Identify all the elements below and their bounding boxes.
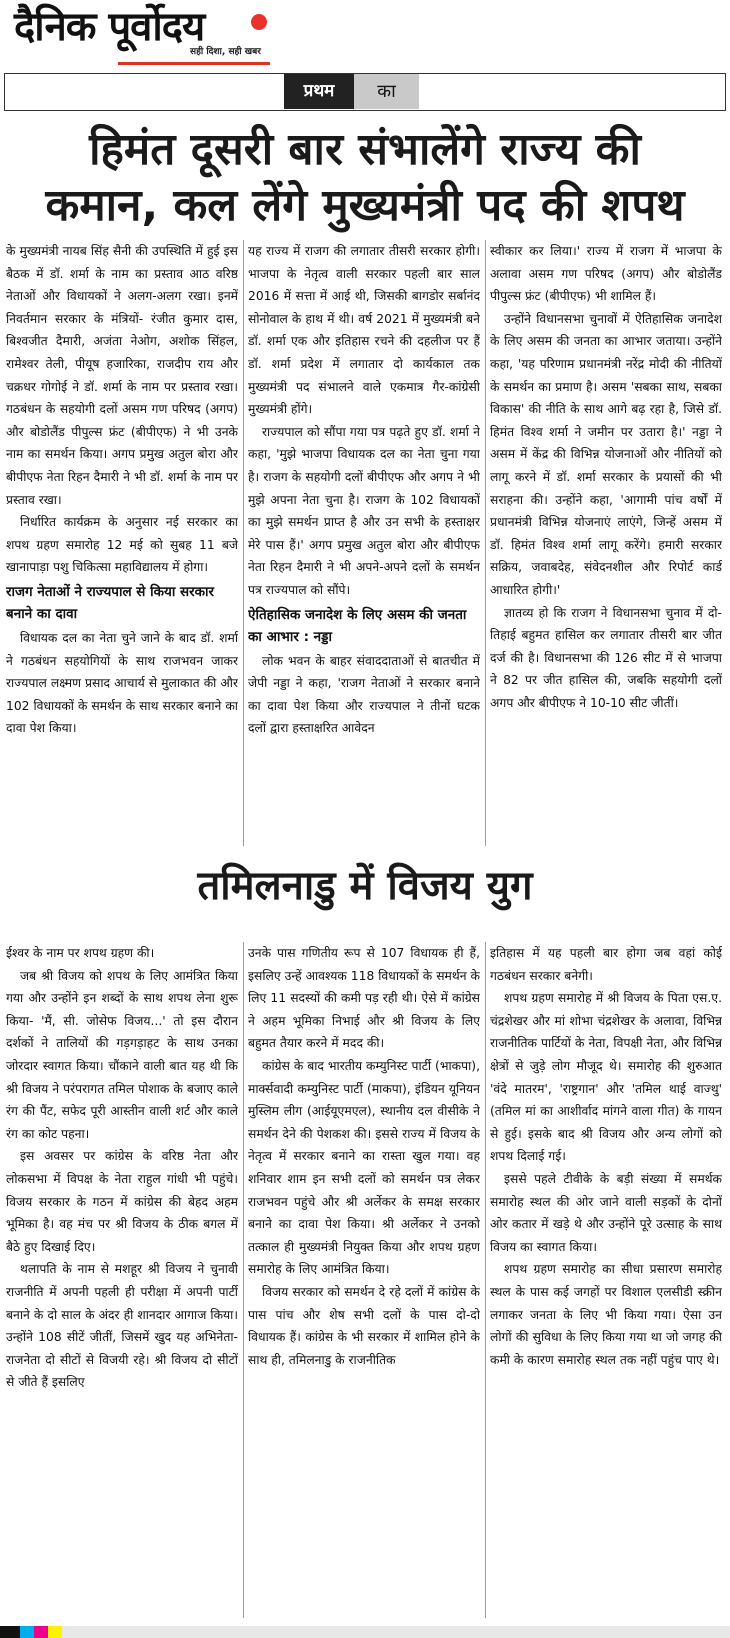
- story2-body: [6, 942, 722, 1622]
- paragraph: के मुख्यमंत्री नायब सिंह सैनी की उपस्थिति में हुई इस बैठक में डॉ. शर्मा के नाम का प्रस्ताव आठ वरिष्ठ नेताओं और विधायकों ने अलग-अलग रखा। इनमें निवर्तमान सरकार के मंत्रियों- रंजीत कुमार दास, बिश्वजीत दैमारी, अजंता नेओग, अशोक सिंहल, रामेश्वर तेली, पीयूष हजारिका, राजदीप राय और चक्रधर गोगोई ने डॉ. शर्मा के नाम पर प्रस्ताव रखा। गठबंधन के सहयोगी दलों असम गण परिषद (अगप) और बोडोलैंड पीपुल्स फ्रंट (बीपीएफ) ने भी उनके नाम का समर्थन किया। अगप प्रमुख अतुल बोरा और बीपीएफ नेता रिहन दैमारी ने भी डॉ. शर्मा के नाम पर प्रस्ताव रखा।: [6, 244, 238, 507]
- section-label-second: का: [354, 74, 419, 109]
- tagline: सही दिशा, सही खबर: [190, 47, 261, 57]
- story1-column-1: [6, 240, 238, 852]
- story1-body: [6, 240, 722, 852]
- color-swatch: [0, 1626, 20, 1638]
- color-swatch: [34, 1626, 48, 1638]
- paragraph: राज्यपाल को सौंपा गया पत्र पढ़ते हुए डॉ. शर्मा ने कहा, 'मुझे भाजपा विधायक दल का नेता चुना गया है। राजग के सहयोगी दलों बीपीएफ और अगप ने भी मुझे अपना नेता चुना है। राजग के 102 विधायकों का मुझे समर्थन प्राप्त है और उन सभी के हस्ताक्षर मेरे पास हैं।' अगप प्रमुख अतुल बोरा और बीपीएफ नेता रिहन दैमारी ने भी अपने-अपने दलों के समर्थन पत्र राज्यपाल को सौंपे।: [248, 424, 480, 597]
- paragraph: निर्धारित कार्यक्रम के अनुसार नई सरकार का शपथ ग्रहण समारोह 12 मई को सुबह 11 बजे खानापाड़ा पशु चिकित्सा महाविद्यालय में होगा।: [6, 515, 238, 575]
- paragraph: इससे पहले टीवीके के बड़ी संख्या में समर्थक समारोह स्थल की ओर जाने वाली सड़कों के दोनों ओर कतार में खड़े थे और उन्होंने पूरे उत्साह के साथ विजय का स्वागत किया।: [490, 1171, 722, 1254]
- section-label-first: प्रथम: [284, 74, 354, 109]
- logo-sun-icon: [251, 14, 267, 30]
- story1-column-3: [490, 240, 722, 852]
- paragraph: थलापति के नाम से मशहूर श्री विजय ने चुनावी राजनीति में अपनी पहली ही परीक्षा में अपनी पार्टी बनाने के दो साल के अंदर ही शानदार आगाज किया। उन्होंने 108 सीटें जीतीं, जिसमें खुद यह अभिनेता-राजनेता दो सीटों से विजयी रहे। श्री विजय दो सीटों से जीते हैं इसलिए: [6, 1262, 238, 1390]
- column-divider: [243, 942, 244, 1618]
- story2-headline: तमिलनाडु में विजय युग: [197, 863, 533, 909]
- print-color-bar: [0, 1626, 730, 1638]
- paragraph: शपथ ग्रहण समारोह में श्री विजय के पिता एस.ए. चंद्रशेखर और मां शोभा चंद्रशेखर के अलावा, विभिन्न राजनीतिक पार्टियों के नेता, विपक्षी नेता, और विभिन्न क्षेत्रों से जुड़े लोग मौजूद थे। समारोह की शुरुआत 'वंदे मातरम', 'राष्ट्रगान' और 'तमिल थाई वाज्थु' (तमिल मां का आशीर्वाद मांगने वाला गीत) के गायन से हुई। इसके बाद श्री विजय और अन्य लोगों को शपथ दिलाई गई।: [490, 991, 722, 1164]
- story1-headline-line1: हिमंत दूसरी बार संभालेंगे राज्य की: [89, 124, 641, 175]
- story1-column-2: [248, 240, 480, 852]
- masthead: [0, 0, 730, 70]
- paragraph: विधायक दल का नेता चुने जाने के बाद डॉ. शर्मा ने गठबंधन सहयोगियों के साथ राजभवन जाकर राज्यपाल लक्ष्मण प्रसाद आचार्य से मुलाकात की और 102 विधायकों के समर्थन के साथ सरकार बनाने का दावा पेश किया।: [6, 630, 238, 736]
- paragraph: इस अवसर पर कांग्रेस के वरिष्ठ नेता और लोकसभा में विपक्ष के नेता राहुल गांधी भी पहुंचे। विजय सरकार के गठन में कांग्रेस की बेहद अहम भूमिका है। वह मंच पर श्री विजय के ठीक बगल में बैठे हुए दिखाई दिए।: [6, 1149, 238, 1254]
- paragraph: उन्होंने विधानसभा चुनावों में ऐतिहासिक जनादेश के लिए असम की जनता का आभार जताया। उन्होंने कहा, 'यह परिणाम प्रधानमंत्री नरेंद्र मोदी की नीतियों के समर्थन का प्रमाण है। असम 'सबका साथ, सबका विकास' की नीति के साथ आगे बढ़ रहा है, जिसे डॉ. हिमंत विश्व शर्मा ने जमीन पर उतारा है।' नड्डा ने असम में केंद्र की विभिन्न योजनाओं और नीतियों को लागू करने में डॉ. शर्मा सरकार के प्रयासों की भी सराहना की। उन्होंने कहा, 'आगामी पांच वर्षों में प्रधानमंत्री विभिन्न योजनाएं लाएंगे, जिन्हें असम में डॉ. हिमंत विश्व शर्मा लागू करेंगे। हमारी सरकार सक्रिय, जवाबदेह, संवेदनशील और रिपोर्ट कार्ड आधारित होगी।': [490, 311, 722, 597]
- story1-headline-line2: कमान, कल लेंगे मुख्यमंत्री पद की शपथ: [45, 180, 685, 231]
- story1-headline: [0, 122, 730, 234]
- paragraph: यह राज्य में राजग की लगातार तीसरी सरकार होगी। भाजपा के नेतृत्व वाली सरकार पहली बार साल 2016 में सत्ता में आई थी, जिसकी बागडोर सर्बानंद सोनोवाल के हाथ में थी। वर्ष 2021 में मुख्यमंत्री बने डॉ. शर्मा एक और इतिहास रचने की दहलीज पर हैं डॉ. शर्मा प्रदेश में लगातार दो कार्यकाल तक मुख्यमंत्री पद संभालने वाले एकमात्र गैर-कांग्रेसी मुख्यमंत्री होंगे।: [248, 244, 480, 417]
- paragraph: लोक भवन के बाहर संवाददाताओं से बातचीत में जेपी नड्डा ने कहा, 'राजग नेताओं ने सरकार बनाने का दावा पेश किया और राज्यपाल ने तीनों घटक दलों द्वारा हस्ताक्षरित आवेदन: [248, 653, 480, 736]
- paragraph: कांग्रेस के बाद भारतीय कम्युनिस्ट पार्टी (भाकपा), मार्क्सवादी कम्युनिस्ट पार्टी (माकपा), इंडियन यूनियन मुस्लिम लीग (आईयूएमएल), स्थानीय दल वीसीके ने समर्थन देने की पेशकश की। इससे राज्य में विजय के नेतृत्व में सरकार बनाने का रास्ता खुल गया। वह शनिवार शाम इन सभी दलों को समर्थन पत्र लेकर राजभवन पहुंचे और श्री अर्लेकर के समक्ष सरकार बनाने का दावा पेश किया। श्री अर्लेकर ने उनको तत्काल ही मुख्यमंत्री नियुक्त किया और शपथ ग्रहण समारोह के लिए आमंत्रित किया।: [248, 1058, 480, 1277]
- section-bar: [4, 73, 726, 111]
- column-divider: [485, 942, 486, 1618]
- paragraph: ज्ञातव्य हो कि राजग ने विधानसभा चुनाव में दो-तिहाई बहुमत हासिल कर लगातार तीसरी बार जीत दर्ज की है। विधानसभा की 126 सीट में से भाजपा ने 82 पर जीत हासिल की, जबकि सहयोगी दलों अगप और बीपीएफ ने 10-10 सीट जीतीं।: [490, 605, 722, 710]
- story2-column-1: [6, 942, 238, 1622]
- color-swatch: [48, 1626, 62, 1638]
- column-divider: [485, 240, 486, 846]
- color-swatch: [20, 1626, 34, 1638]
- story2-column-2: [248, 942, 480, 1622]
- paragraph: स्वीकार कर लिया।' राज्य में राजग में भाजपा के अलावा असम गण परिषद (अगप) और बोडोलैंड पीपुल्स फ्रंट (बीपीएफ) भी शामिल हैं।: [490, 244, 722, 304]
- paragraph: शपथ ग्रहण समारोह का सीधा प्रसारण समारोह स्थल के पास कई जगहों पर विशाल एलसीडी स्क्रीन लगाकर जनता के लिए भी किया गया। ऐसा उन लोगों की सुविधा के लिए किया गया था जो जगह की कमी के कारण समारोह स्थल तक नहीं पहुंच पाए थे।: [490, 1262, 722, 1367]
- subheading: राजग नेताओं ने राज्यपाल से किया सरकार बनाने का दावा: [6, 583, 215, 622]
- newspaper-logo: दैनिक पूर्वोदय: [14, 3, 205, 50]
- paragraph: उनके पास गणितीय रूप से 107 विधायक ही हैं, इसलिए उन्हें आवश्यक 118 विधायकों के समर्थन के लिए 11 सदस्यों की कमी पड़ रही थी। ऐसे में कांग्रेस ने अहम भूमिका निभाई और श्री विजय के लिए बहुमत तैयार करने में मदद की।: [248, 946, 480, 1051]
- paragraph: विजय सरकार को समर्थन दे रहे दलों में कांग्रेस के पास पांच और शेष सभी दलों के पास दो-दो विधायक हैं। कांग्रेस के भी सरकार में शामिल होने के साथ ही, तमिलनाडु के राजनीतिक: [248, 1284, 480, 1367]
- masthead-rule: [118, 62, 270, 65]
- paragraph: ईश्वर के नाम पर शपथ ग्रहण की।: [6, 946, 155, 960]
- story2-column-3: [490, 942, 722, 1622]
- column-divider: [243, 240, 244, 846]
- paragraph: जब श्री विजय को शपथ के लिए आमंत्रित किया गया और उन्होंने इन शब्दों के साथ शपथ लेना शुरू किया- 'मैं, सी. जोसेफ विजय...' तो इस दौरान दर्शकों ने तालियों की गड़गड़ाहट के साथ उनका जोरदार स्वागत किया। चौंकाने वाली बात यह थी कि श्री विजय ने परंपरागत तमिल पोशाक के बजाए काले रंग की पैंट, सफेद पूरी आस्तीन वाली शर्ट और काले रंग का कोट पहना।: [6, 968, 238, 1141]
- subheading: ऐतिहासिक जनादेश के लिए असम की जनता का आभार : नड्डा: [248, 606, 467, 645]
- footer-strip: [62, 1626, 730, 1638]
- paragraph: इतिहास में यह पहली बार होगा जब वहां कोई गठबंधन सरकार बनेगी।: [490, 946, 722, 983]
